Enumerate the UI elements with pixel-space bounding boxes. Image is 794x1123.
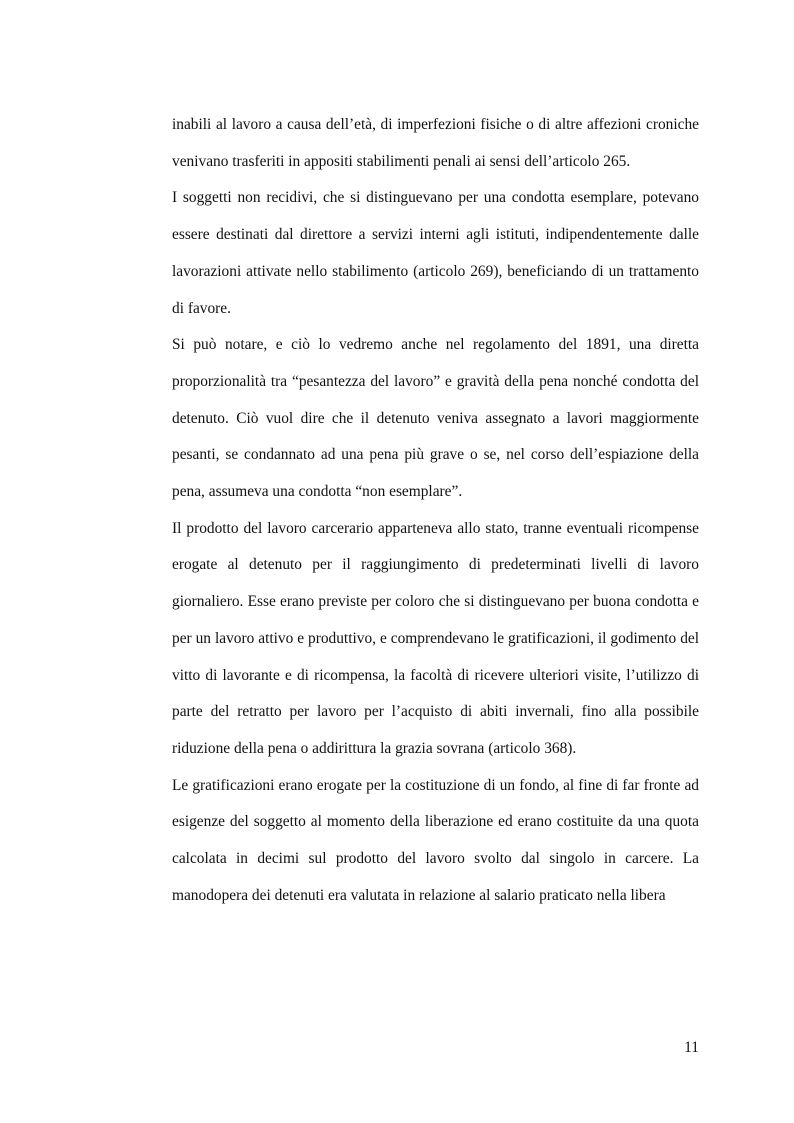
page-number: 11 <box>684 1039 699 1056</box>
body-text <box>172 107 699 914</box>
paragraph-5: Le gratificazioni erano erogate per la costituzione di un fondo, al fine di far fronte ad esigenze del soggetto al momento della liberazione ed erano costituite da una quota calcolata in decimi sul prodotto del lavoro svolto dal singolo in carcere. La manodopera dei detenuti era valutata in relazione al salario praticato nella libera <box>172 776 699 904</box>
paragraph-3: Si può notare, e ciò lo vedremo anche nel regolamento del 1891, una diretta proporzionalità tra “pesantezza del lavoro” e gravità della pena nonché condotta del detenuto. Ciò vuol dire che il detenuto veniva assegnato a lavori maggiormente pesanti, se condannato ad una pena più grave o se, nel corso dell’espiazione della pena, assumeva una condotta “non esemplare”. <box>172 336 699 501</box>
paragraph-4: Il prodotto del lavoro carcerario apparteneva allo stato, tranne eventuali ricompense erogate al detenuto per il raggiungimento di predeterminati livelli di lavoro giornaliero. Esse erano previste per coloro che si distinguevano per buona condotta e per un lavoro attivo e produttivo, e comprendevano le gratificazioni, il godimento del vitto di lavorante e di ricompensa, la facoltà di ricevere ulteriori visite, l’utilizzo di parte del retratto per lavoro per l’acquisto di abiti invernali, fino alla possibile riduzione della pena o addirittura la grazia sovrana (articolo 368). <box>172 519 699 757</box>
paragraph-1: inabili al lavoro a causa dell’età, di imperfezioni fisiche o di altre affezioni croniche venivano trasferiti in appositi stabilimenti penali ai sensi dell’articolo 265. <box>172 116 699 170</box>
paragraph-2: I soggetti non recidivi, che si distinguevano per una condotta esemplare, potevano essere destinati dal direttore a servizi interni agli istituti, indipendentemente dalle lavorazioni attivate nello stabilimento (articolo 269), beneficiando di un trattamento di favore. <box>172 189 699 317</box>
